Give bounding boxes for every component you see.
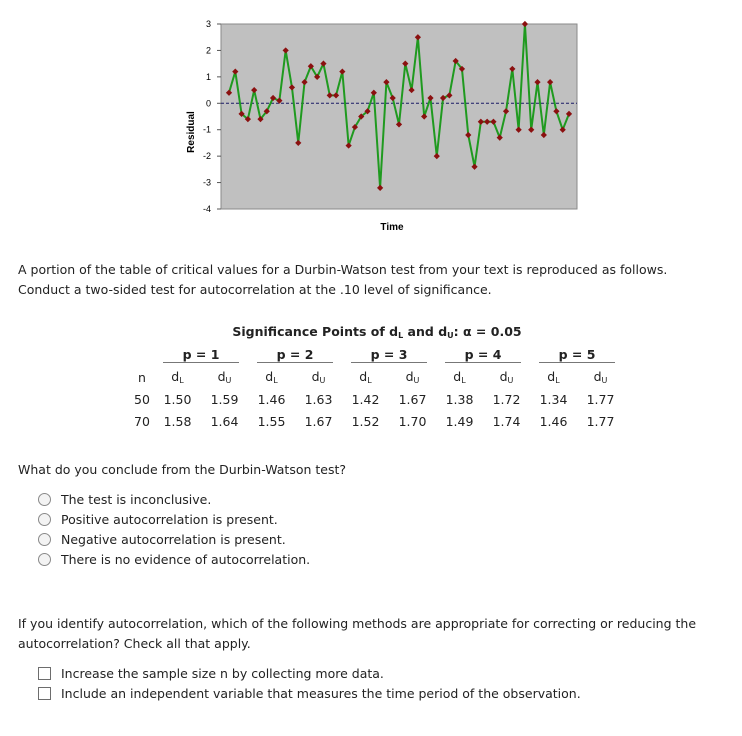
p-header-row — [130, 344, 624, 366]
table-cell: 1.34 — [539, 391, 568, 407]
radio-button[interactable] — [38, 533, 51, 546]
table-cell: 1.67 — [304, 413, 333, 429]
n-header: n — [138, 369, 146, 385]
dl-header: $d_L$ — [171, 369, 184, 385]
table-cell: 1.63 — [304, 391, 333, 407]
radio-button[interactable] — [38, 553, 51, 566]
conclusion-option[interactable] — [38, 532, 286, 547]
question-1: What do you conclude from the Durbin-Watson test? — [18, 462, 347, 477]
y-tick-label: -2 — [202, 151, 211, 162]
intro-text: A portion of the table of critical values for a Durbin-Watson test from your text is reproduced as follows. Conduct a two-sided test for autocorrelation at the .10 level of significance. — [18, 262, 668, 297]
table-cell: 1.64 — [210, 413, 239, 429]
dl-header: $d_L$ — [453, 369, 466, 385]
p-header: p = 5 — [530, 344, 624, 366]
p-header: p = 3 — [342, 344, 436, 366]
table-cell: 1.46 — [257, 391, 286, 407]
du-header: $d_U$ — [499, 369, 514, 385]
dl-header: $d_L$ — [265, 369, 278, 385]
checkbox[interactable] — [38, 667, 51, 680]
question-2: If you identify autocorrelation, which of the following methods are appropriate for correcting or reducing the autocorrelation? Check all that apply. — [18, 616, 697, 651]
y-tick-label: -4 — [202, 204, 211, 214]
table-cell: 1.38 — [445, 391, 474, 407]
table-cell: 1.74 — [492, 413, 521, 429]
conclusion-option[interactable] — [38, 492, 211, 507]
n-value: 70 — [134, 413, 150, 429]
p-header: p = 2 — [248, 344, 342, 366]
method-option[interactable] — [38, 686, 581, 701]
du-header: $d_U$ — [405, 369, 420, 385]
dl-header: $d_L$ — [359, 369, 372, 385]
option-label: The test is inconclusive. — [61, 492, 212, 507]
residual-chart — [170, 14, 590, 239]
p-header: p = 4 — [436, 344, 530, 366]
table-row — [130, 410, 624, 432]
x-axis-label: Time — [380, 222, 404, 233]
option-label: Negative autocorrelation is present. — [61, 532, 286, 547]
du-header: $d_U$ — [217, 369, 232, 385]
y-tick-label: 1 — [205, 71, 211, 82]
table-cell: 1.77 — [586, 391, 615, 407]
table-cell: 1.58 — [163, 413, 192, 429]
du-header: $d_U$ — [593, 369, 608, 385]
n-value: 50 — [134, 391, 150, 407]
y-axis-label: Residual — [186, 111, 197, 153]
table-row — [130, 388, 624, 410]
option-label: Increase the sample size n by collecting more data. — [61, 666, 384, 681]
p-header: p = 1 — [154, 344, 248, 366]
radio-button[interactable] — [38, 513, 51, 526]
d-header-row — [130, 366, 624, 388]
table-cell: 1.77 — [586, 413, 615, 429]
checkbox[interactable] — [38, 687, 51, 700]
conclusion-option[interactable] — [38, 512, 278, 527]
table-cell: 1.49 — [445, 413, 474, 429]
table-cell: 1.55 — [257, 413, 286, 429]
y-tick-label: -3 — [202, 177, 211, 188]
table-title: Significance Points of $d_L$ and $d_U$: α = 0.05 — [232, 324, 522, 340]
durbin-watson-table — [130, 320, 624, 432]
option-label: Positive autocorrelation is present. — [61, 512, 278, 527]
table-cell: 1.67 — [398, 391, 427, 407]
y-tick-label: 0 — [205, 98, 211, 109]
y-tick-label: 3 — [205, 19, 211, 29]
table-cell: 1.50 — [163, 391, 192, 407]
du-header: $d_U$ — [311, 369, 326, 385]
table-cell: 1.72 — [492, 391, 521, 407]
method-option[interactable] — [38, 666, 384, 681]
table-cell: 1.59 — [210, 391, 239, 407]
y-tick-label: -1 — [202, 124, 211, 135]
conclusion-option[interactable] — [38, 552, 310, 567]
table-cell: 1.70 — [398, 413, 427, 429]
y-tick-label: 2 — [205, 45, 211, 56]
table-cell: 1.46 — [539, 413, 568, 429]
option-label: There is no evidence of autocorrelation. — [61, 552, 311, 567]
option-label: Include an independent variable that measures the time period of the observation. — [61, 686, 581, 701]
dl-header: $d_L$ — [547, 369, 560, 385]
radio-button[interactable] — [38, 493, 51, 506]
table-cell: 1.52 — [351, 413, 380, 429]
table-cell: 1.42 — [351, 391, 380, 407]
